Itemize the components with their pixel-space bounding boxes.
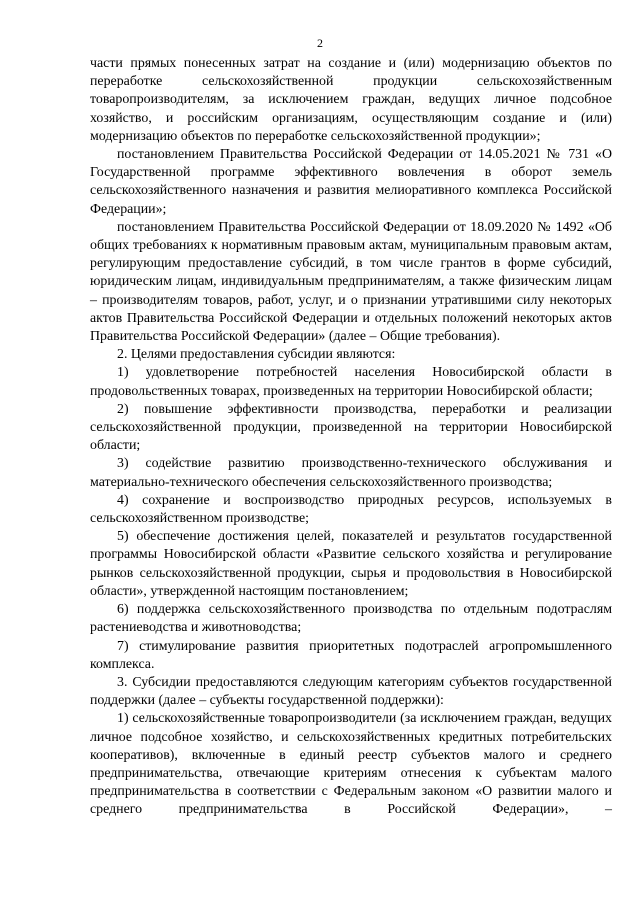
paragraph-goal-3: 3) содействие развитию производственно-технического обслуживания и материально-технического обеспечения сельскохозяйственного производства; [90, 456, 612, 490]
paragraph-resolution-1492: постановлением Правительства Российской Федерации от 18.09.2020 № 1492 «Об общих требованиях к нормативным правовым актам, муниципальным правовым актам, регулирующим предоставление субсидий, в том числе грантов в форме субсидий, юридическим лицам, индивидуальным предпринимателям, а также физическим лицам – производителям товаров, работ, услуг, и о признании утратившими силу некоторых актов Правительства Российской Федерации и отдельных положений некоторых актов Правительства Российской Федерации» (далее – Общие требования). [90, 219, 612, 345]
paragraph-resolution-731: постановлением Правительства Российской Федерации от 14.05.2021 № 731 «О Государственной программе эффективного вовлечения в оборот земель сельскохозяйственного назначения и развития мелиоративного комплекса Российской Федерации»; [90, 147, 612, 217]
paragraph-goal-7: 7) стимулирование развития приоритетных подотраслей агропромышленного комплекса. [90, 638, 612, 672]
paragraph-goal-5: 5) обеспечение достижения целей, показателей и результатов государственной программы Новосибирской области «Развитие сельского хозяйства и регулирование рынков сельскохозяйственной продукции, сырья и продовольствия в Новосибирской области», утвержденной настоящим постановлением; [90, 529, 612, 599]
paragraph-subsidy-processing-continuation: части прямых понесенных затрат на создание и (или) модернизацию объектов по переработке сельскохозяйственной продукции сельскохозяйственным товаропроизводителям, за исключением граждан, ведущих личное подсобное хозяйство, и российским организациям, осуществляющим создание и (или) модернизацию объектов по переработке сельскохозяйственной продукции»; [90, 56, 612, 144]
page-number: 2 [317, 36, 323, 50]
paragraph-goal-1: 1) удовлетворение потребностей населения Новосибирской области в продовольственных товарах, произведенных на территории Новосибирской области; [90, 365, 612, 399]
paragraph-goal-4: 4) сохранение и воспроизводство природных ресурсов, используемых в сельскохозяйственном производстве; [90, 492, 612, 527]
document-body [90, 55, 612, 820]
paragraph-goal-2: 2) повышение эффективности производства, переработки и реализации сельскохозяйственной продукции, произведенной на территории Новосибирской области; [90, 401, 612, 454]
paragraph-category-1: 1) сельскохозяйственные товаропроизводители (за исключением граждан, ведущих личное подсобное хозяйство, и сельскохозяйственных кредитных потребительских кооперативов), включенные в единый реестр субъектов малого и среднего предпринимательства, отвечающие критериям отнесения к субъектам малого предпринимательства в соответствии с Федеральным законом «О развитии малого и среднего предпринимательства в Российской Федерации», – [90, 711, 612, 818]
paragraph-section-2-heading: 2. Целями предоставления субсидии являются: [117, 347, 396, 363]
paragraph-goal-6: 6) поддержка сельскохозяйственного производства по отдельным подотраслям растениеводства и животноводства; [90, 602, 612, 636]
paragraph-section-3: 3. Субсидии предоставляются следующим категориям субъектов государственной поддержки (далее – субъекты государственной поддержки): [90, 674, 612, 709]
